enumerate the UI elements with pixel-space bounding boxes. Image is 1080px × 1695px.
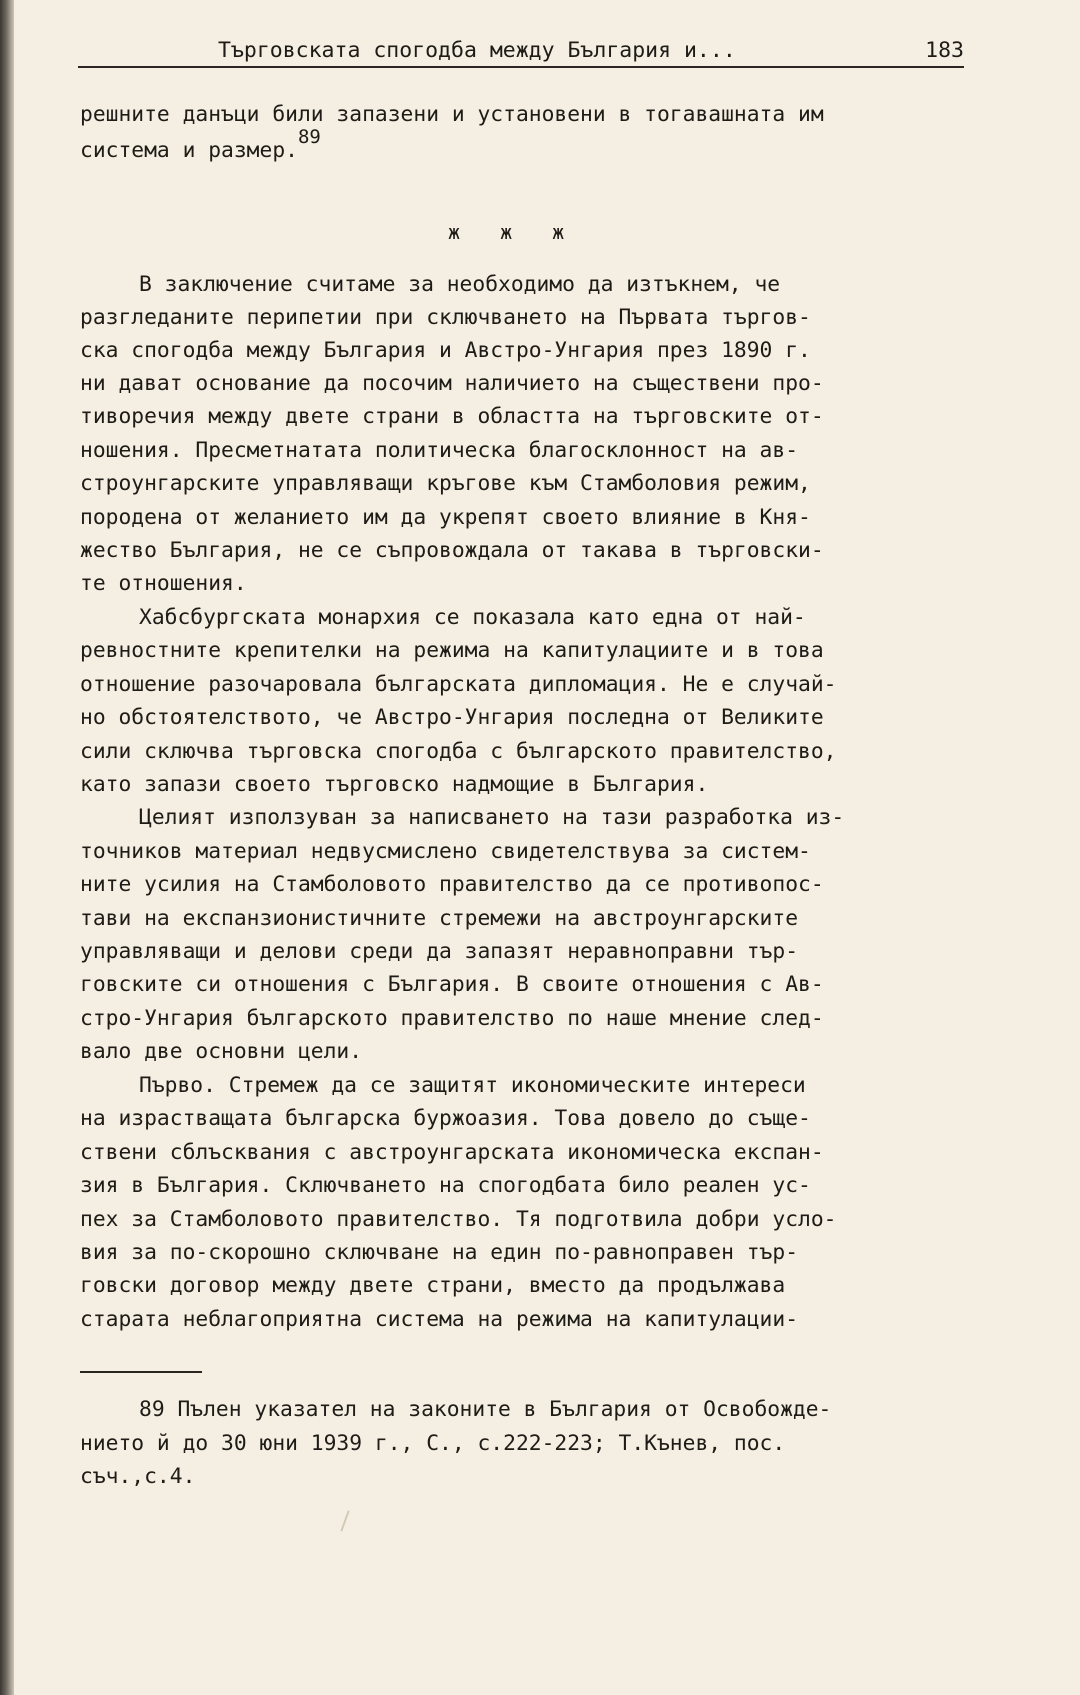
text-line: ните усилия на Стамболовото правителство да се противопос- (80, 872, 824, 897)
section-break: ж ж ж (448, 220, 579, 244)
text-line: те отношения. (80, 571, 247, 596)
footnote-rule (80, 1371, 202, 1373)
text-line: сили сключва търговска спогодба с българското правителство, (80, 739, 837, 764)
text-line: породена от желанието им да укрепят своето влияние в Кня- (80, 505, 811, 530)
text-line: ствени сблъсквания с австроунгарската икономическа експан- (80, 1140, 824, 1165)
footnote-line: нието й до 30 юни 1939 г., С., с.222-223; Т.Кънев, пос. (80, 1431, 786, 1456)
text-line: тави на експанзионистичните стремежи на австроунгарските (80, 906, 799, 931)
text-line (80, 126, 321, 167)
header-rule (78, 66, 964, 68)
text-line-content: система и размер. (80, 138, 298, 163)
footnote-line: 89 Пълен указател на законите в България от Освобожде- (139, 1397, 832, 1422)
page-number: 183 (925, 38, 964, 63)
text-line: на израстващата българска буржоазия. Това довело до съще- (80, 1106, 811, 1131)
text-line: В заключение считаме за необходимо да изтъкнем, че (139, 272, 781, 297)
text-line: Хабсбургската монархия се показала като една от най- (139, 605, 806, 630)
text-line: ни дават основание да посочим наличието на съществени про- (80, 371, 824, 396)
text-line: като запази своето търговско надмощие в България. (80, 772, 709, 797)
footnote-reference: 89 (297, 126, 321, 148)
text-line: ска спогодба между България и Австро-Унгария през 1890 г. (80, 338, 811, 363)
text-line: зия в България. Сключването на спогодбата било реален ус- (80, 1173, 811, 1198)
text-line: жество България, не се съпровождала от такава в търговски- (80, 538, 824, 563)
text-line: строунгарските управляващи кръгове към Стамболовия режим, (80, 471, 811, 496)
running-head-title: Търговската спогодба между България и... (218, 38, 736, 63)
text-line: пех за Стамболовото правителство. Тя подготвила добри усло- (80, 1207, 837, 1232)
text-line: стро-Унгария българското правителство по наше мнение след- (80, 1006, 824, 1031)
text-line: разгледаните перипетии при сключването на Първата търгов- (80, 305, 811, 330)
text-line: ревностните крепителки на режима на капитулациите и в това (80, 638, 824, 663)
text-line: решните данъци били запазени и установени в тогавашната им (80, 102, 824, 127)
text-line: управляващи и делови среди да запазят неравноправни тър- (80, 939, 799, 964)
text-line: тиворечия между двете страни в областта на търговските от- (80, 404, 824, 429)
running-head (78, 36, 964, 66)
footnote-line: съч.,с.4. (80, 1464, 196, 1489)
text-line: отношение разочаровала българската дипломация. Не е случай- (80, 672, 837, 697)
text-line: точников материал недвусмислено свидетелствува за систем- (80, 839, 811, 864)
paper-mark (340, 1510, 349, 1531)
text-line: говските си отношения с България. В своите отношения с Ав- (80, 972, 824, 997)
text-line: старата неблагоприятна система на режима на капитулации- (80, 1307, 799, 1332)
text-line: Първо. Стремеж да се защитят икономическите интереси (139, 1073, 806, 1098)
text-line: вало две основни цели. (80, 1039, 363, 1064)
text-line: говски договор между двете страни, вместо да продължава (80, 1273, 786, 1298)
text-line: ношения. Пресметнатата политическа благосклонност на ав- (80, 438, 799, 463)
text-line: Целият използуван за написването на тази разработка из- (139, 805, 845, 830)
text-line: вия за по-скорошно сключване на един по-равноправен тър- (80, 1240, 799, 1265)
text-line: но обстоятелството, че Австро-Унгария последна от Великите (80, 705, 824, 730)
